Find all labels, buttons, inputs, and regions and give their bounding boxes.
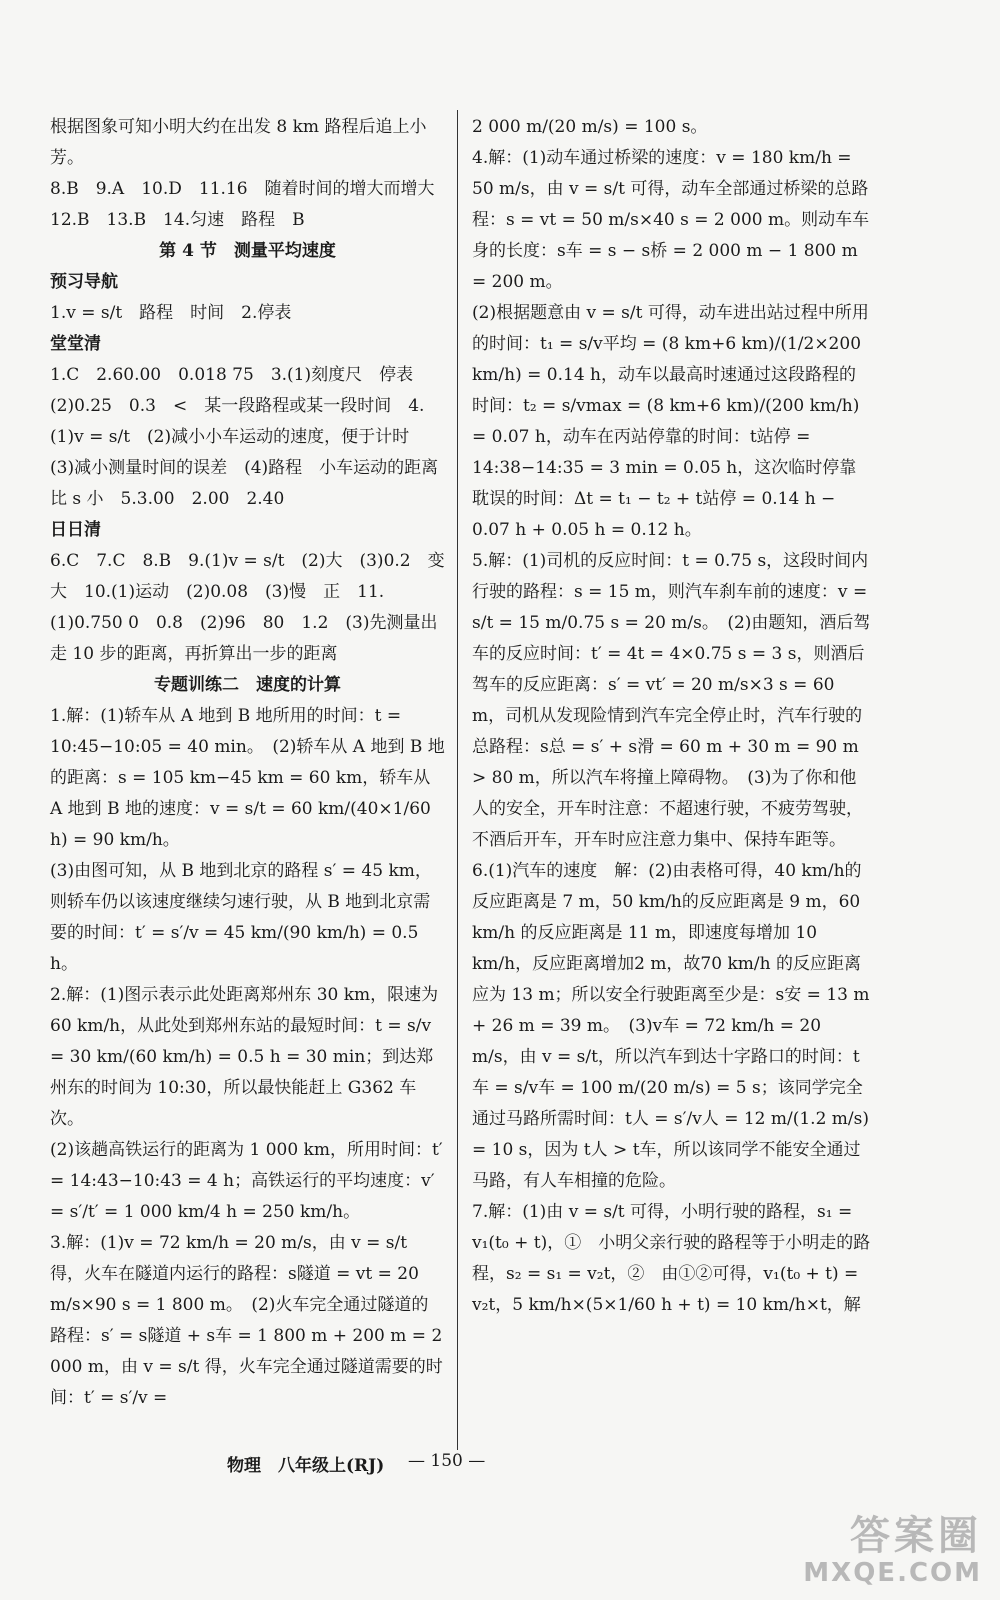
section-title: 第 4 节 测量平均速度 — [159, 241, 336, 261]
watermark-url: MXQE.COM — [803, 1558, 982, 1588]
answer-block: 6.C 7.C 8.B 9.(1)v = s/t (2)大 (3)0.2 变大 10.(1)运动 (2)0.08 (3)慢 正 11.(1)0.750 0 0.8 (2)96 80 1.2 (3)先测量出走 10 步的距离，再折算出一步的距离 — [50, 551, 445, 664]
footer-label: 物理 八年级上(RJ) — [227, 1456, 385, 1476]
solution-1: 1.解：(1)轿车从 A 地到 B 地所用的时间：t = 10:45−10:05 = 40 min。 (2)轿车从 A 地到 B 地的距离：s = 105 km−45 km = 60 km，轿车从 A 地到 B 地的速度：v = s/t = 60 km/(40×1/60 h) = 90 km/h。 — [50, 706, 445, 850]
solution-3-end: 2 000 m/(20 m/s) = 100 s。 — [472, 117, 708, 137]
solution-2b: (2)该趟高铁运行的距离为 1 000 km，所用时间：t′ = 14:43−10:43 = 4 h；高铁运行的平均速度：v′ = s′/t′ = 1 000 km/4 h = 250 km/h。 — [50, 1140, 443, 1222]
solution-5: 5.解：(1)司机的反应时间：t = 0.75 s，这段时间内行驶的路程：s = 15 m，则汽车刹车前的速度：v = s/t = 15 m/0.75 s = 20 m/s。 (2)由题知，酒后驾车的反应时间：t′ = 4t = 4×0.75 s = 3 s，则酒后驾车的反应距离：s′ = vt′ = 20 m/s×3 s = 60 m，司机从发现险情到汽车完全停止时，汽车行驶的总路程：s总 = s′ + s滑 = 60 m + 30 m = 90 m > 80 m，所以汽车将撞上障碍物。 (3)为了你和他人的安全，开车时注意：不超速行驶，不疲劳驾驶，不酒后开车，开车时应注意力集中、保持车距等。 — [472, 551, 871, 850]
solution-7: 7.解：(1)由 v = s/t 可得，小明行驶的路程，s₁ = v₁(t₀ + t)，① 小明父亲行驶的路程等于小明走的路程，s₂ = s₁ = v₂t，② 由①②可得，v₁(t₀ + t) = v₂t，5 km/h×(5×1/60 h + t) = 10 km/h×t，解 — [472, 1202, 871, 1315]
answer-line: 8.B 9.A 10.D 11.16 随着时间的增大而增大 12.B 13.B 14.匀速 路程 B — [50, 179, 452, 230]
right-column — [472, 112, 872, 1321]
subheading-tangtang: 堂堂清 — [50, 334, 101, 354]
solution-4: 4.解：(1)动车通过桥梁的速度：v = 180 km/h = 50 m/s，由 v = s/t 可得，动车全部通过桥梁的总路程：s = vt = 50 m/s×40 s = 2 000 m。则动车车身的长度：s车 = s − s桥 = 2 000 m − 1 800 m = 200 m。 — [472, 148, 870, 292]
page-number: — 150 — — [408, 1451, 486, 1471]
column-divider — [457, 110, 458, 1450]
solution-6: 6.(1)汽车的速度 解：(2)由表格可得，40 km/h的反应距离是 7 m，50 km/h的反应距离是 9 m，60 km/h 的反应距离是 11 m，即速度每增加 10 km/h，反应距离增加2 m，故70 km/h 的反应距离应为 13 m；所以安全行驶距离至少是：s安 = 13 m + 26 m = 39 m。 (3)v车 = 72 km/h = 20 m/s，由 v = s/t，所以汽车到达十字路口的时间：t车 = s/v车 = 100 m/(20 m/s) = 5 s；该同学完全通过马路所需时间：t人 = s′/v人 = 12 m/(1.2 m/s) = 10 s，因为 t人 > t车，所以该同学不能安全通过马路，有人车相撞的危险。 — [472, 861, 870, 1191]
answer-block: 1.v = s/t 路程 时间 2.停表 — [50, 303, 292, 323]
answer-block: 1.C 2.60.00 0.018 75 3.(1)刻度尺 停表 (2)0.25 0.3 < 某一段路程或某一段时间 4.(1)v = s/t (2)减小小车运动的速度，便于计时 (3)减小测量时间的误差 (4)路程 小车运动的距离比 s 小 5.3.00 2.00 2.40 — [50, 365, 439, 509]
watermark-logo: 答案圈 — [850, 1513, 982, 1559]
solution-1b: (3)由图可知，从 B 地到北京的路程 s′ = 45 km，则轿车仍以该速度继续匀速行驶，从 B 地到北京需要的时间：t′ = s′/v = 45 km/(90 km/h) = 0.5 h。 — [50, 861, 432, 974]
solution-2: 2.解：(1)图示表示此处距离郑州东 30 km，限速为 60 km/h，从此处到郑州东站的最短时间：t = s/v = 30 km/(60 km/h) = 0.5 h = 30 min；到达郑州东的时间为 10:30，所以最快能赶上 G362 车次。 — [50, 985, 439, 1129]
watermark — [803, 1514, 982, 1588]
section-title: 专题训练二 速度的计算 — [154, 675, 341, 695]
subheading-yuxi: 预习导航 — [50, 272, 118, 292]
text-line: 根据图象可知小明大约在出发 8 km 路程后追上小芳。 — [50, 117, 427, 168]
solution-3: 3.解：(1)v = 72 km/h = 20 m/s，由 v = s/t 得，火车在隧道内运行的路程：s隧道 = vt = 20 m/s×90 s = 1 800 m。 (2)火车完全通过隧道的路程：s′ = s隧道 + s车 = 1 800 m + 200 m = 2 000 m，由 v = s/t 得，火车完全通过隧道需要的时间：t′ = s′/v = — [50, 1233, 443, 1408]
subheading-riri: 日日清 — [50, 520, 101, 540]
solution-4b: (2)根据题意由 v = s/t 可得，动车进出站过程中所用的时间：t₁ = s/v平均 = (8 km+6 km)/(1/2×200 km/h) = 0.14 h，动车以最高时速通过这段路程的时间：t₂ = s/vmax = (8 km+6 km)/(200 km/h) = 0.07 h，动车在丙站停靠的时间：t站停 = 14:38−14:35 = 3 min = 0.05 h，这次临时停靠耽误的时间：Δt = t₁ − t₂ + t站停 = 0.14 h − 0.07 h + 0.05 h = 0.12 h。 — [472, 303, 869, 540]
left-column — [50, 112, 452, 1414]
